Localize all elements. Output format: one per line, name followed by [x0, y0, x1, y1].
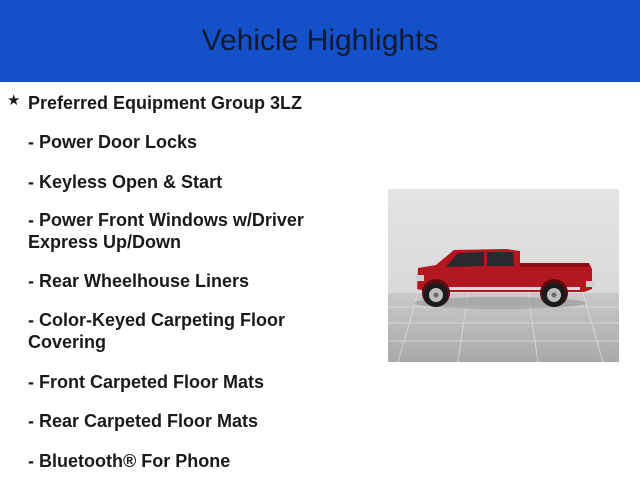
vehicle-photo [388, 189, 619, 362]
highlight-item: - Power Door Locks [28, 132, 198, 152]
highlight-item: - Rear Carpeted Floor Mats [28, 411, 259, 431]
red-pickup-truck-image [388, 189, 619, 362]
page-title: Vehicle Highlights [201, 24, 439, 57]
highlight-item: Preferred Equipment Group 3LZ [28, 93, 303, 113]
star-bullet-icon: ★ [7, 92, 21, 109]
highlight-item: - Front Carpeted Floor Mats [28, 372, 265, 392]
header-banner [0, 0, 640, 82]
highlight-item: - Color-Keyed Carpeting Floor Covering [28, 310, 286, 352]
highlight-item: - Power Front Windows w/Driver Express Up/Down [28, 210, 304, 252]
highlight-item: - Rear Wheelhouse Liners [28, 271, 250, 291]
highlight-item: - Bluetooth® For Phone [28, 451, 231, 471]
highlight-item: - Keyless Open & Start [28, 172, 223, 192]
